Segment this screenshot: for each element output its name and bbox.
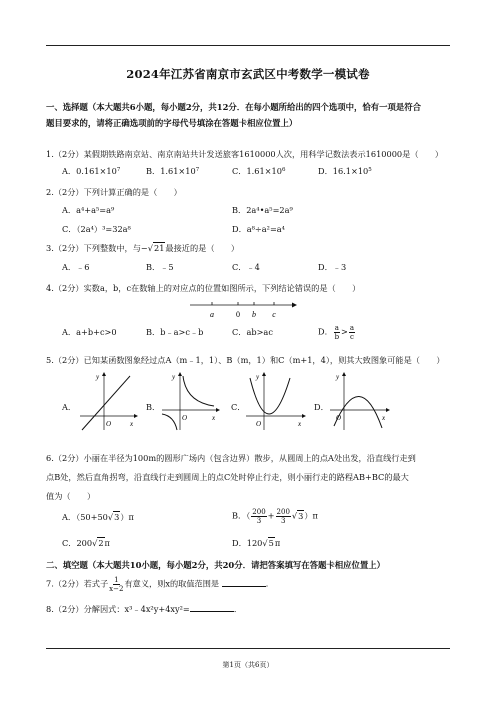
hyperbola-upper-branch (183, 376, 214, 406)
q2-option-c[interactable]: C．（2a⁴）³=32a⁸ (62, 224, 131, 234)
svg-text:y: y (96, 373, 100, 381)
svg-text:x: x (212, 414, 216, 422)
question-2-options-row-2 (62, 224, 452, 240)
q3-option-a[interactable]: A．﹣6 (62, 262, 90, 272)
svg-text:y: y (256, 373, 260, 381)
q4-option-c[interactable]: C．ab>ac (232, 327, 273, 337)
svg-text:O: O (182, 414, 188, 422)
hyperbola-lower-branch (162, 414, 177, 430)
q4-option-d[interactable]: D． $\frac{a}{b}$ > $\frac{a}{c}$ (318, 324, 355, 341)
svg-text:y: y (336, 373, 340, 381)
label-b: b (252, 310, 256, 319)
q2-option-d[interactable]: D．a⁸÷a²=a⁴ (232, 224, 285, 234)
q5-option-d-label[interactable]: D． (314, 402, 329, 412)
q2-option-b[interactable]: B．2a⁴•a⁵=2a⁹ (232, 205, 293, 215)
q5-option-a-label[interactable]: A． (62, 402, 77, 412)
question-8-stem: 8.（2分）分解因式：x³﹣4x²y+4xy²= ． (46, 604, 243, 614)
q1-option-c[interactable]: C．$1.61\times 10^6$ (232, 166, 286, 176)
q7-answer-blank[interactable] (222, 578, 266, 587)
page-footer: 第1页（共6页） (222, 661, 274, 669)
q3-option-c[interactable]: C．﹣4 (232, 262, 260, 272)
svg-text:x: x (382, 414, 386, 422)
question-2-stem: 2.（2分）下列计算正确的是（ ） (46, 187, 182, 197)
q4-option-a[interactable]: A．a+b+c>0 (62, 327, 117, 337)
label-a: a (210, 310, 214, 319)
q6-option-a[interactable]: A．（50+50√3）π (62, 512, 134, 522)
label-0: 0 (236, 310, 240, 319)
q1-option-a[interactable]: A．$0.161\times 10^7$ (62, 166, 121, 176)
q5-graph-b (158, 370, 220, 432)
q6-line-2: 点B处，然后直角拐弯，沿直线行走到圆周上的点C处时停止行走，则小丽行走的路程AB+BC的最大 (46, 472, 409, 482)
question-6-stem (46, 449, 452, 506)
q3-option-b[interactable]: B．﹣5 (146, 262, 174, 272)
q4-d-fraction-2: $\frac{a}{c}$ (349, 324, 355, 341)
section-1-line-2: 题目要求的，请将正确选项前的字母代号填涂在答题卡相应位置上） (46, 118, 298, 128)
question-6-options-row-1 (62, 508, 452, 532)
section-1-line-1: 一、选择题（本大题共6小题，每小题2分，共12分．在每小题所给出的四个选项中，恰有一项是符合 (46, 102, 422, 112)
question-5-stem: 5.（2分）已知某函数图象经过点A（m﹣1，1）、B（m，1）和C（m+1，4），则其大致图象可能是（ ） (46, 355, 445, 365)
question-7-stem: 7.（2分）若式子 $\frac{1}{x-2}$ 有意义，则x的取值范围是 ． (46, 576, 274, 593)
svg-text:x: x (298, 420, 302, 428)
downward-parabola (334, 396, 382, 428)
q5-graph-d (326, 370, 390, 432)
question-1-options (62, 166, 452, 182)
q1-option-b[interactable]: B．$1.61\times 10^7$ (146, 166, 200, 176)
question-4-options (62, 324, 452, 343)
q7-fraction: $\frac{1}{x-2}$ (109, 576, 124, 593)
question-1-stem: 1.（2分）某假期铁路南京站、南京南站共计发送旅客1610000人次，用科学记数法表示1610000是（ ） (46, 149, 444, 159)
q3-option-d[interactable]: D．﹣3 (318, 262, 347, 272)
q1-option-d[interactable]: D．$16.1\times 10^5$ (318, 166, 372, 176)
q5-option-c-label[interactable]: C． (231, 402, 246, 412)
q8-answer-blank[interactable] (190, 603, 234, 612)
q6-option-b[interactable]: B．（ $\frac{200}{3}$ + $\frac{200}{3}$ √3）π (232, 508, 318, 525)
q4-d-fraction-1: $\frac{a}{b}$ (334, 324, 340, 341)
q3-radicand: 21 (154, 243, 165, 253)
q6-line-1: 6.（2分）小丽在半径为100m的圆形广场内（包含边界）散步，从圆周上的点A处出发，沿直线行走到 (46, 453, 416, 463)
upward-parabola (250, 378, 290, 414)
svg-text:O: O (256, 420, 262, 428)
question-4-stem: 4.（2分）实数a，b，c在数轴上的对应点的位置如图所示，下列结论错误的是（ ） (46, 283, 361, 293)
svg-text:O: O (106, 420, 112, 428)
question-3-stem: 3.（2分）下列整数中，与−√21最接近的是（ ） (46, 243, 240, 253)
top-rule (46, 45, 450, 46)
svg-text:y: y (172, 373, 176, 381)
q2-option-a[interactable]: A．a⁴+a⁵=a⁹ (62, 205, 115, 215)
q5-graph-c (242, 370, 306, 432)
number-line-figure (188, 298, 298, 322)
svg-text:x: x (130, 420, 134, 428)
q6-option-d[interactable]: D．120√5π (232, 538, 281, 548)
q6-line-3: 值为（ ） (46, 491, 96, 501)
svg-text:O: O (336, 414, 342, 422)
section-1-heading (46, 99, 450, 131)
question-2-options-row-1 (62, 205, 452, 221)
q5-graph-a (76, 370, 138, 432)
question-6-options-row-2 (62, 538, 452, 554)
q6-option-c[interactable]: C．200√2π (62, 538, 110, 548)
question-3-options (62, 262, 452, 278)
q5-option-b-label[interactable]: B． (146, 402, 161, 412)
section-2-heading: 二、填空题（本大题共10小题，每小题2分，共20分．请把答案填写在答题卡相应位置上） (46, 560, 386, 570)
q4-option-b[interactable]: B．b﹣a>c﹣b (146, 327, 204, 337)
bottom-rule (46, 648, 450, 649)
page-title: 2024年江苏省南京市玄武区中考数学一模试卷 (126, 67, 370, 81)
label-c: c (272, 310, 276, 319)
